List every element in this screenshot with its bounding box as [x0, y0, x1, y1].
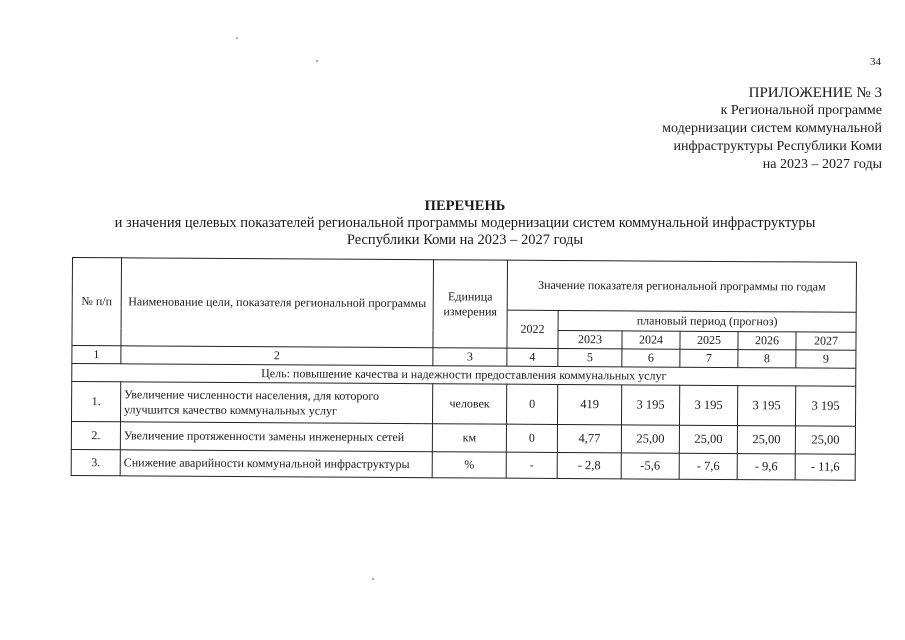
row-num: 3. — [71, 449, 120, 475]
page-number: 34 — [870, 56, 881, 68]
header-num: № п/п — [72, 258, 122, 346]
row-value: 25,00 — [737, 426, 795, 454]
row-value: 25,00 — [679, 425, 737, 453]
row-value: 4,77 — [557, 424, 621, 452]
column-number: 1 — [72, 346, 121, 364]
row-value: 3 195 — [795, 386, 855, 426]
goal-row: Цель: повышение качества и надежности предоставления коммунальных услуг — [72, 364, 856, 387]
row-value: 3 195 — [679, 385, 737, 425]
appendix-line: на 2023 – 2027 годы — [762, 157, 882, 172]
row-unit: км — [432, 424, 506, 452]
header-year: 2023 — [558, 330, 622, 348]
title-line: Республики Коми на 2023 – 2027 годы — [346, 232, 584, 248]
appendix-block — [662, 84, 882, 174]
column-number: 7 — [680, 349, 738, 367]
title-heading: ПЕРЕЧЕНЬ — [424, 198, 506, 214]
header-year: 2024 — [622, 331, 680, 349]
scan-speck — [236, 37, 238, 39]
scan-speck — [316, 60, 318, 62]
row-value: - 11,6 — [795, 454, 855, 480]
header-year: 2026 — [738, 332, 796, 350]
row-value: - 2,8 — [557, 452, 621, 478]
table-row — [71, 449, 855, 480]
header-year: 2027 — [796, 332, 856, 350]
column-number: 8 — [738, 350, 796, 368]
row-value-2022: 0 — [506, 384, 557, 424]
row-value: 3 195 — [621, 385, 679, 425]
title-line: и значения целевых показателей региональной программы модернизации систем коммунальной инфраструктуры — [114, 215, 816, 231]
column-number: 4 — [507, 348, 558, 366]
appendix-title: ПРИЛОЖЕНИЕ № 3 — [748, 85, 882, 101]
document-title — [70, 198, 860, 249]
column-number: 2 — [121, 346, 433, 366]
header-planned: плановый период (прогноз) — [558, 310, 856, 332]
row-name: Увеличение протяженности замены инженерных сетей — [120, 422, 432, 452]
row-value: - 7,6 — [679, 453, 737, 479]
indicators-table — [71, 257, 857, 481]
row-name: Снижение аварийности коммунальной инфраструктуры — [120, 450, 432, 478]
appendix-line: инфраструктуры Республики Коми — [673, 139, 882, 154]
appendix-line: к Региональной программе — [720, 103, 882, 118]
scan-speck — [372, 578, 374, 580]
row-value-2022: 0 — [506, 424, 557, 452]
row-value-2022: - — [506, 452, 557, 478]
column-number: 5 — [558, 348, 622, 366]
header-year-2022: 2022 — [507, 310, 558, 348]
header-unit: Единица измерения — [433, 260, 508, 348]
header-year: 2025 — [680, 331, 738, 349]
row-value: 25,00 — [621, 425, 679, 453]
row-value: - 9,6 — [737, 454, 795, 480]
row-value: 419 — [557, 384, 621, 424]
row-value: -5,6 — [621, 453, 679, 479]
appendix-line: модернизации систем коммунальной — [662, 121, 882, 136]
header-values: Значение показателя региональной программы по годам — [507, 260, 856, 312]
row-unit: % — [432, 452, 506, 478]
row-num: 1. — [71, 382, 120, 422]
column-number: 9 — [796, 350, 856, 368]
row-unit: человек — [432, 384, 506, 424]
column-number: 6 — [622, 349, 680, 367]
table-row — [71, 382, 855, 427]
row-value: 3 195 — [737, 386, 795, 426]
row-name: Увеличение численности населения, для которого улучшится качество коммунальных услуг — [120, 382, 432, 424]
row-value: 25,00 — [795, 426, 855, 454]
header-name: Наименование цели, показателя региональной программы — [121, 258, 434, 348]
row-num: 2. — [71, 422, 120, 450]
column-number: 3 — [433, 348, 507, 366]
